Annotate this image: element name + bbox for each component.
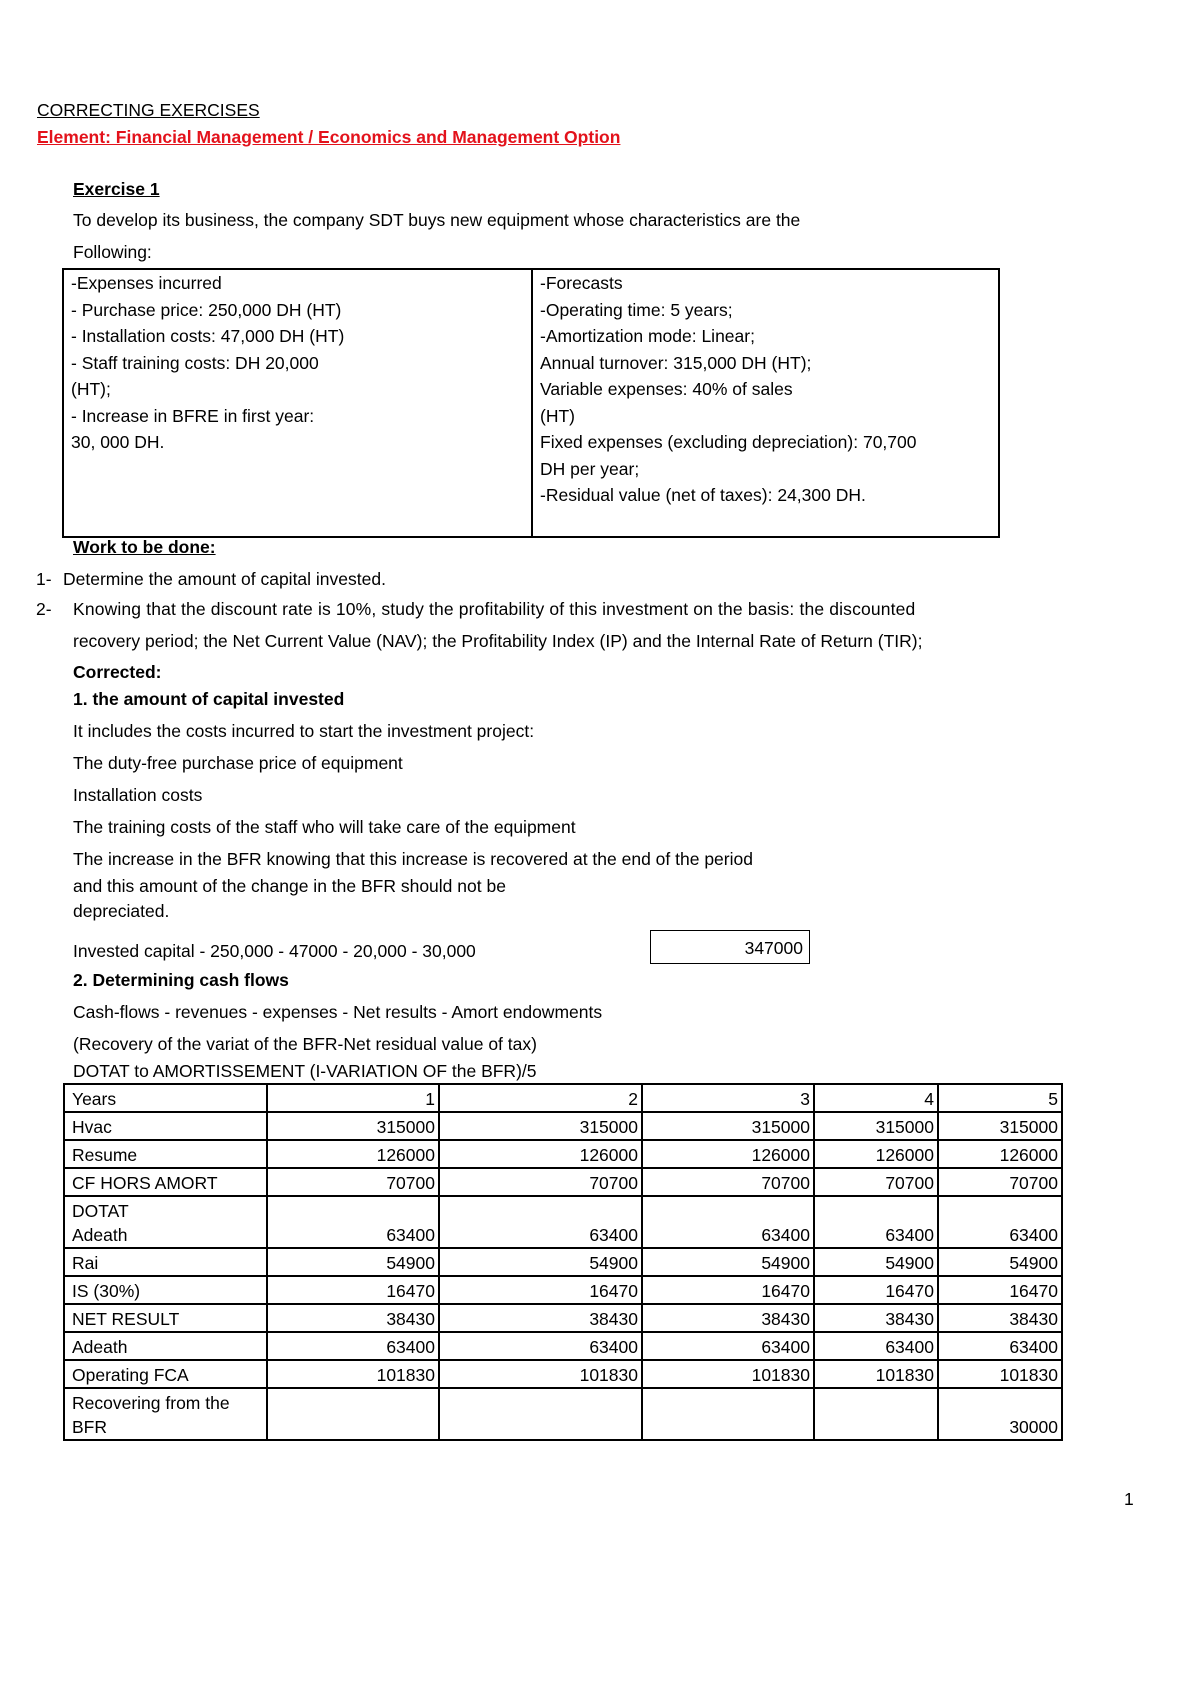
year-header-cell: 3 (642, 1084, 814, 1112)
value-cell: 70700 (439, 1168, 642, 1196)
value-cell: 16470 (938, 1276, 1062, 1304)
cashflow-formula-line2: (Recovery of the variat of the BFR-Net residual value of tax) (73, 1034, 537, 1054)
value-cell: 63400 (642, 1196, 814, 1248)
value-cell: 54900 (267, 1248, 439, 1276)
value-cell: 70700 (642, 1168, 814, 1196)
value-cell: 101830 (814, 1360, 938, 1388)
task2-text-line1: Knowing that the discount rate is 10%, study the profitability of this investment on the basis: the discounted (73, 599, 916, 619)
forecasts-column (540, 270, 916, 509)
section1-line: The duty-free purchase price of equipment (73, 753, 403, 773)
value-cell: 101830 (938, 1360, 1062, 1388)
row-label: CF HORS AMORT (72, 1173, 218, 1193)
value-cell: 16470 (267, 1276, 439, 1304)
exercise-intro-line1: To develop its business, the company SDT buys new equipment whose characteristics are the (73, 210, 801, 230)
document-title: CORRECTING EXERCISES (37, 100, 260, 120)
table-row (64, 1112, 1062, 1140)
section1-line: The training costs of the staff who will take care of the equipment (73, 817, 576, 837)
value-cell: 54900 (439, 1248, 642, 1276)
value-cell: 38430 (439, 1304, 642, 1332)
table-header-row (64, 1084, 1062, 1112)
table-row (64, 1276, 1062, 1304)
exercise-heading: Exercise 1 (73, 179, 160, 199)
section2-title: 2. Determining cash flows (73, 970, 289, 990)
value-cell: 38430 (642, 1304, 814, 1332)
value-cell: 38430 (814, 1304, 938, 1332)
row-label-cell (64, 1112, 267, 1140)
forecast-line: -Forecasts (540, 273, 623, 293)
value-cell: 63400 (439, 1196, 642, 1248)
row-label: Recovering from the (72, 1393, 230, 1413)
row-label: NET RESULT (72, 1309, 180, 1329)
value-cell: 70700 (267, 1168, 439, 1196)
cashflow-table (63, 1083, 1063, 1441)
row-label: DOTAT (72, 1201, 129, 1221)
value-cell: 38430 (938, 1304, 1062, 1332)
expense-line: - Installation costs: 47,000 DH (HT) (71, 326, 345, 346)
value-cell: 54900 (814, 1248, 938, 1276)
row-label: Operating FCA (72, 1365, 189, 1385)
cashflow-formula-line1: Cash-flows - revenues - expenses - Net results - Amort endowments (73, 1002, 603, 1022)
forecast-line: Variable expenses: 40% of sales (540, 379, 793, 399)
year-header-cell: 2 (439, 1084, 642, 1112)
characteristics-box (62, 268, 1000, 538)
table-row (64, 1140, 1062, 1168)
value-cell: 63400 (267, 1332, 439, 1360)
value-cell: 63400 (439, 1332, 642, 1360)
row-label-cell (64, 1168, 267, 1196)
value-cell: 54900 (642, 1248, 814, 1276)
page-number: 1 (1124, 1489, 1134, 1509)
value-cell: 126000 (938, 1140, 1062, 1168)
section1-line: It includes the costs incurred to start the investment project: (73, 721, 535, 741)
forecast-line: -Residual value (net of taxes): 24,300 DH. (540, 485, 866, 505)
work-heading: Work to be done: (73, 537, 216, 557)
table-row (64, 1388, 1062, 1440)
row-label-cell (64, 1196, 267, 1248)
expense-line: (HT); (71, 379, 111, 399)
row-label: IS (30%) (72, 1281, 141, 1301)
year-header-cell: 4 (814, 1084, 938, 1112)
value-cell: 101830 (267, 1360, 439, 1388)
table-row (64, 1168, 1062, 1196)
characteristics-divider (531, 270, 533, 536)
section1-line: depreciated. (73, 901, 170, 921)
value-cell: 315000 (642, 1112, 814, 1140)
value-cell (439, 1388, 642, 1440)
forecast-line: -Amortization mode: Linear; (540, 326, 755, 346)
value-cell: 63400 (642, 1332, 814, 1360)
row-label: Adeath (72, 1337, 128, 1357)
row-label-continued: BFR (72, 1417, 107, 1437)
task2-number: 2- (36, 599, 52, 619)
table-row (64, 1360, 1062, 1388)
value-cell: 54900 (938, 1248, 1062, 1276)
value-cell: 315000 (267, 1112, 439, 1140)
row-label-cell (64, 1360, 267, 1388)
row-label-cell (64, 1140, 267, 1168)
value-cell: 16470 (642, 1276, 814, 1304)
row-label: Hvac (72, 1117, 112, 1137)
value-cell: 16470 (814, 1276, 938, 1304)
table-row (64, 1248, 1062, 1276)
invested-capital-label: Invested capital - 250,000 - 47000 - 20,000 - 30,000 (73, 941, 476, 961)
value-cell: 63400 (267, 1196, 439, 1248)
table-row (64, 1196, 1062, 1248)
value-cell: 126000 (267, 1140, 439, 1168)
value-cell: 63400 (814, 1196, 938, 1248)
forecast-line: -Operating time: 5 years; (540, 299, 733, 320)
row-label: Resume (72, 1145, 138, 1165)
row-label: Rai (72, 1253, 99, 1273)
value-cell: 63400 (938, 1332, 1062, 1360)
forecast-line: Annual turnover: 315,000 DH (HT); (540, 352, 812, 373)
year-header-cell: 5 (938, 1084, 1062, 1112)
value-cell: 38430 (267, 1304, 439, 1332)
section1-title: 1. the amount of capital invested (73, 689, 345, 709)
value-cell: 315000 (814, 1112, 938, 1140)
value-cell: 315000 (938, 1112, 1062, 1140)
corrected-heading: Corrected: (73, 662, 162, 682)
forecast-line: Fixed expenses (excluding depreciation): 70,700 (540, 432, 917, 452)
table-row (64, 1332, 1062, 1360)
value-cell: 70700 (814, 1168, 938, 1196)
value-cell: 126000 (439, 1140, 642, 1168)
exercise-intro-line2: Following: (73, 242, 152, 262)
value-cell: 126000 (642, 1140, 814, 1168)
element-subtitle: Element: Financial Management / Economics and Management Option (37, 127, 621, 147)
value-cell: 63400 (938, 1196, 1062, 1248)
row-label-cell (64, 1388, 267, 1440)
value-cell: 126000 (814, 1140, 938, 1168)
row-label-cell (64, 1276, 267, 1304)
table-row (64, 1304, 1062, 1332)
value-cell (642, 1388, 814, 1440)
invested-capital-value: 347000 (650, 930, 810, 964)
expense-line: - Increase in BFRE in first year: (71, 405, 315, 426)
row-label-cell (64, 1304, 267, 1332)
forecast-line: (HT) (540, 405, 575, 426)
expense-line: - Staff training costs: DH 20,000 (71, 352, 319, 373)
value-cell (267, 1388, 439, 1440)
expense-line: - Purchase price: 250,000 DH (HT) (71, 299, 342, 320)
forecast-line: DH per year; (540, 458, 640, 479)
section1-line: The increase in the BFR knowing that this increase is recovered at the end of the period (73, 849, 753, 869)
row-label-continued: Adeath (72, 1225, 128, 1245)
expense-line: -Expenses incurred (71, 273, 222, 293)
cashflow-formula-line3: DOTAT to AMORTISSEMENT (I-VARIATION OF the BFR)/5 (73, 1061, 537, 1081)
row-label-cell (64, 1332, 267, 1360)
value-cell: 16470 (439, 1276, 642, 1304)
value-cell (814, 1388, 938, 1440)
task1-number: 1- (36, 569, 52, 589)
section1-line: and this amount of the change in the BFR should not be (73, 876, 506, 896)
row-label-cell (64, 1248, 267, 1276)
year-header-cell: 1 (267, 1084, 439, 1112)
value-cell: 101830 (642, 1360, 814, 1388)
value-cell: 30000 (938, 1388, 1062, 1440)
expenses-column (71, 270, 344, 456)
header-label-cell: Years (64, 1084, 267, 1112)
task1-text: Determine the amount of capital invested. (63, 569, 386, 589)
value-cell: 101830 (439, 1360, 642, 1388)
expense-line: 30, 000 DH. (71, 432, 165, 452)
task2-text-line2: recovery period; the Net Current Value (NAV); the Profitability Index (IP) and the Internal Rate of Return (TIR); (73, 631, 923, 651)
value-cell: 315000 (439, 1112, 642, 1140)
section1-line: Installation costs (73, 785, 203, 805)
value-cell: 70700 (938, 1168, 1062, 1196)
value-cell: 63400 (814, 1332, 938, 1360)
